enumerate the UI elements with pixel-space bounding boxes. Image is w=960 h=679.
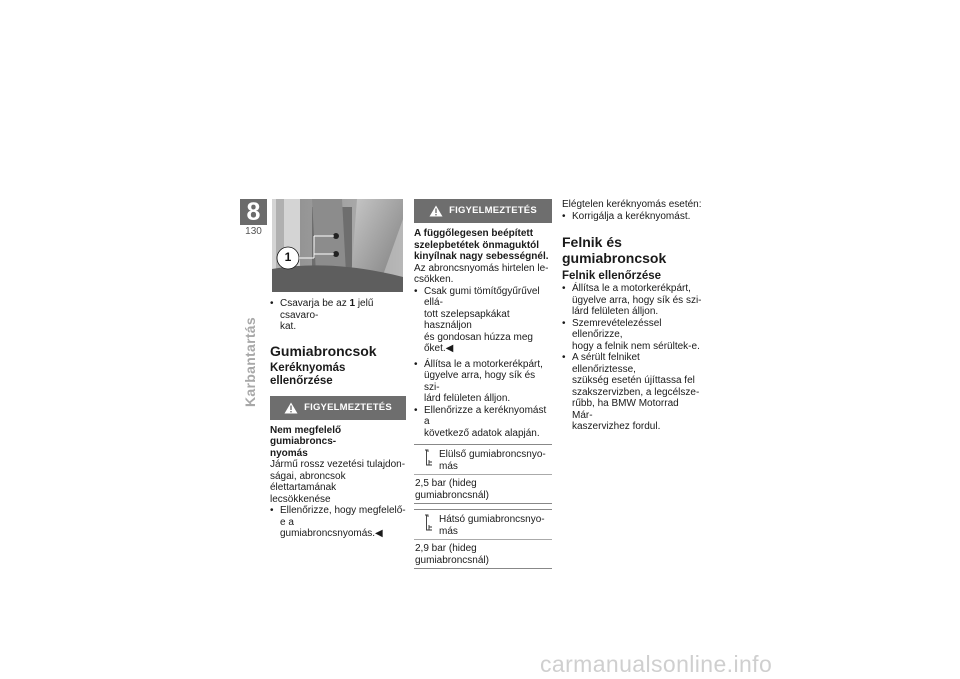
subsection-title-pressure: Keréknyomás ellenőrzése <box>270 361 346 387</box>
warning-label: FIGYELMEZTETÉS <box>449 205 537 217</box>
warning-triangle-icon <box>284 402 298 414</box>
tire-pressure-gauge-icon <box>424 514 433 532</box>
list-item: • Állítsa le a motorkerékpárt, ügyelve arra, hogy sík és szi- lárd felületen álljon. <box>562 283 702 318</box>
condition-intro: Elégtelen keréknyomás esetén: <box>562 199 702 210</box>
warning-banner <box>414 199 552 223</box>
list-item: • Ellenőrizze, hogy megfelelő-e a gumiabroncsnyomás.◀ <box>270 505 406 540</box>
warning-heading: Nem megfelelő gumiabroncs- nyomás <box>270 424 342 459</box>
spec-label-row: Elülső gumiabroncsnyo- más <box>414 445 552 474</box>
list-item: • Csak gumi tömítőgyűrűvel ellá- tott szelepsapkákat használjon és gondosan húzza meg őket.◀ <box>414 286 552 355</box>
list-item: • Korrigálja a keréknyomást. <box>562 211 702 223</box>
warning-label: FIGYELMEZTETÉS <box>304 401 392 413</box>
figure-callout-1: 1 <box>284 250 292 264</box>
column-3 <box>562 199 702 433</box>
spec-rear-pressure <box>414 509 552 569</box>
rim-check-list <box>562 283 702 433</box>
section-title-tires: Gumiabroncsok <box>270 342 377 359</box>
chapter-side-title <box>242 317 262 407</box>
spec-value: 2,9 bar (hideg gumiabroncsnál) <box>414 539 552 569</box>
list-item: • Ellenőrizze a keréknyomást a következő adatok alapján. <box>414 405 552 440</box>
instruction-list <box>414 286 552 440</box>
warning-heading: A függőlegesen beépített szelepbetétek önmaguktól kinyílnak nagy sebességnél. <box>414 228 549 262</box>
chapter-side-title-text: Karbantartás <box>242 317 258 407</box>
warning-text: Jármű rossz vezetési tulajdon- ságai, abroncsok élettartamának lecsökkenése <box>270 459 406 505</box>
section-title-rims: Felnik és gumiabroncsok <box>562 234 667 266</box>
spec-label: Hátsó gumiabroncsnyo- <box>439 514 545 525</box>
tire-valve-photo <box>272 199 403 292</box>
page-number: 130 <box>245 226 262 237</box>
tire-valve-illustration <box>272 199 403 292</box>
warning-text: Az abroncsnyomás hirtelen le- csökken. <box>414 262 549 285</box>
step-list <box>270 298 406 333</box>
correction-list <box>562 211 702 223</box>
list-item: • Állítsa le a motorkerékpárt, ügyelve arra, hogy sík és szi- lárd felületen álljon. <box>414 359 552 405</box>
warning-triangle-icon <box>429 205 443 217</box>
warning-banner <box>270 396 406 420</box>
spec-value: 2,5 bar (hideg gumiabroncsnál) <box>414 474 552 504</box>
watermark: carmanualsonline.info <box>540 651 773 677</box>
list-item: • A sérült felniket ellenőriztesse, szükség esetén újíttassa fel szakszervizben, a legcélsze- rűbb, ha BMW Motorrad Már- kaszervizhez fordul. <box>562 352 702 433</box>
step-item: • Csavarja be az 1 jelű csavaro- kat. <box>270 298 406 333</box>
spec-label: Elülső gumiabroncsnyo- <box>439 449 546 460</box>
chapter-number-badge: 8 <box>240 199 267 225</box>
column-1 <box>270 298 406 540</box>
list-item: • Szemrevételezéssel ellenőrizze, hogy a felnik nem sérültek-e. <box>562 318 702 353</box>
subsection-title-rim-check: Felnik ellenőrzése <box>562 270 662 282</box>
spec-front-pressure <box>414 444 552 504</box>
spec-label-row: Hátsó gumiabroncsnyo- más <box>414 510 552 539</box>
tire-pressure-gauge-icon <box>424 449 433 467</box>
column-2 <box>414 199 552 569</box>
callout-ref: 1 <box>349 298 356 309</box>
warning-actions <box>270 505 406 540</box>
